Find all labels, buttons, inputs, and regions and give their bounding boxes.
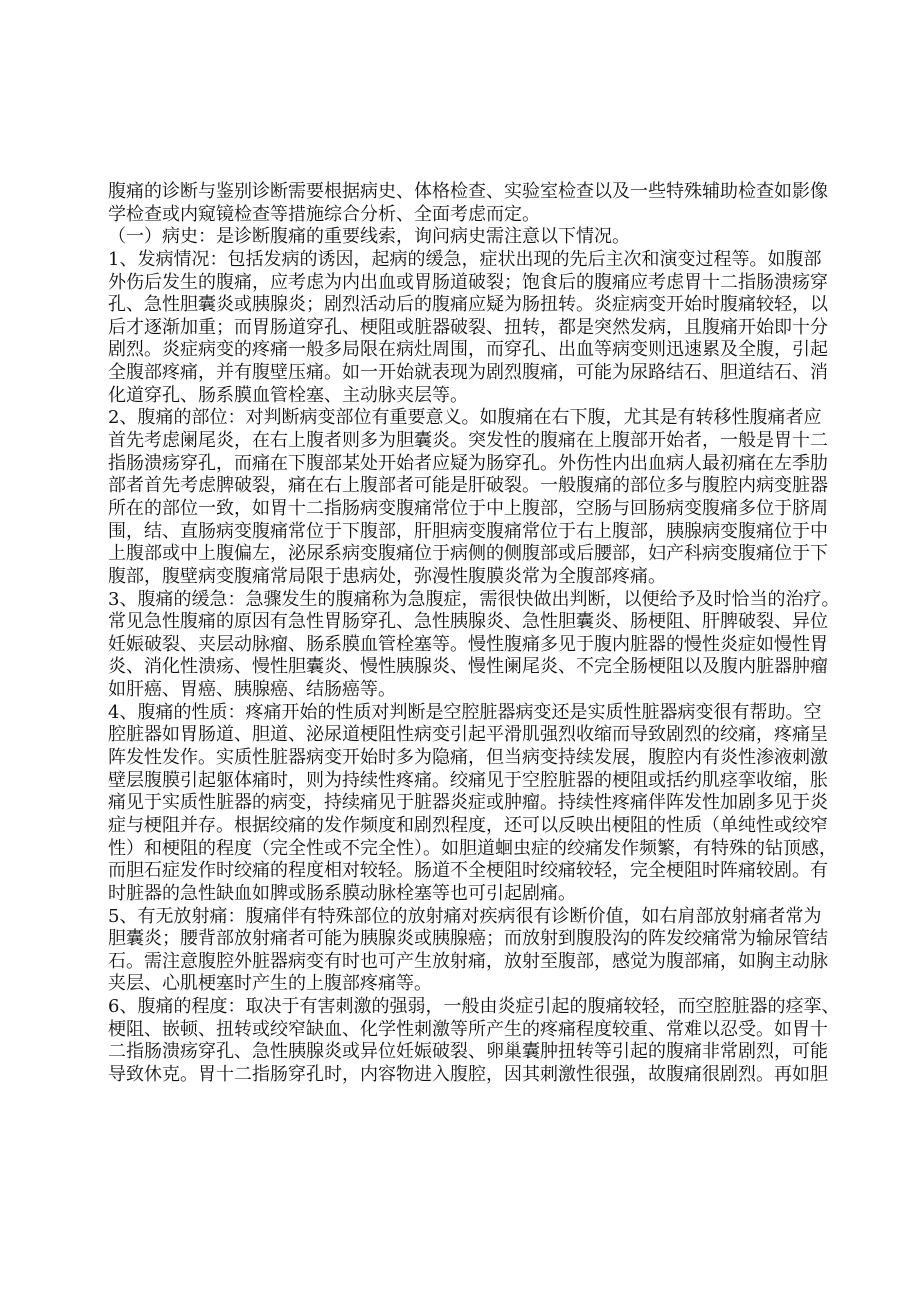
text-line: 上腹部或中上腹偏左，泌尿系病变腹痛位于病侧的侧腹部或后腰部，妇产科病变腹痛位于下 — [108, 543, 828, 565]
text-line: （一）病史：是诊断腹痛的重要线索，询问病史需注意以下情况。 — [108, 226, 630, 248]
text-line: 而胆石症发作时绞痛的程度相对较轻。肠道不全梗阻时绞痛较轻，完全梗阻时阵痛较剧。有 — [108, 860, 828, 882]
text-line: 学检查或内窥镜检查等措施综合分析、全面考虑而定。 — [108, 203, 540, 225]
text-line: 常见急性腹痛的原因有急性胃肠穿孔、急性胰腺炎、急性胆囊炎、肠梗阻、肝脾破裂、异位 — [108, 611, 828, 633]
text-line: 石。需注意腹腔外脏器病变有时也可产生放射痛，放射至腹部，感觉为腹部痛，如胸主动脉 — [108, 950, 828, 972]
paragraph — [108, 701, 837, 906]
text-line: 阵发性发作。实质性脏器病变开始时多为隐痛，但当病变持续发展，腹腔内有炎性渗液刺激 — [108, 747, 828, 769]
text-line: 剧烈。炎症病变的疼痛一般多局限在病灶周围，而穿孔、出血等病变则迅速累及全腹，引起 — [108, 339, 828, 361]
text-line: 导致休克。胃十二指肠穿孔时，内容物进入腹腔，因其刺激性很强，故腹痛很剧烈。再如胆 — [108, 1063, 828, 1085]
text-line: 夹层、心肌梗塞时产生的上腹部疼痛等。 — [108, 973, 432, 995]
paragraph — [108, 905, 828, 997]
text-line: 全腹部疼痛，并有腹壁压痛。如一开始就表现为剧烈腹痛，可能为尿路结石、胆道结石、消 — [108, 362, 828, 384]
text-line: 腔脏器如胃肠道、胆道、泌尿道梗阻性病变引起平滑肌强烈收缩而导致剧烈的绞痛，疼痛呈 — [108, 724, 828, 746]
text-line: 围，结、直肠病变腹痛常位于下腹部，肝胆病变腹痛常位于右上腹部，胰腺病变腹痛位于中 — [108, 520, 828, 542]
paragraph — [108, 181, 828, 226]
paragraph — [108, 226, 796, 249]
text-line: 腹痛的诊断与鉴别诊断需要根据病史、体格检查、实验室检查以及一些特殊辅助检查如影像 — [108, 181, 828, 202]
text-line: 4、腹痛的性质：疼痛开始的性质对判断是空腔脏器病变还是实质性脏器病变很有帮助。空 — [108, 701, 822, 723]
text-line: 首先考虑阑尾炎，在右上腹者则多为胆囊炎。突发性的腹痛在上腹部开始者，一般是胃十二 — [108, 430, 828, 452]
paragraph — [108, 588, 840, 702]
text-line: 外伤后发生的腹痛，应考虑为内出血或胃肠道破裂；饱食后的腹痛应考虑胃十二指肠溃疡穿 — [108, 271, 828, 293]
text-line: 化道穿孔、肠系膜血管栓塞、主动脉夹层等。 — [108, 384, 468, 406]
text-line: 1、发病情况：包括发病的诱因，起病的缓急，症状出现的先后主次和演变过程等。如腹部 — [108, 248, 822, 270]
text-line: 部者首先考虑脾破裂，痛在右上腹部者可能是肝破裂。一般腹痛的部位多与腹腔内病变脏器 — [108, 475, 828, 497]
text-line: 壁层腹膜引起躯体痛时，则为持续性疼痛。绞痛见于空腔脏器的梗阻或括约肌痉挛收缩，胀 — [108, 769, 828, 791]
text-line: 梗阻、嵌顿、扭转或绞窄缺血、化学性刺激等所产生的疼痛程度较重、常难以忍受。如胃十 — [108, 1018, 828, 1040]
paragraph — [108, 248, 828, 407]
text-line: 妊娠破裂、夹层动脉瘤、肠系膜血管栓塞等。慢性腹痛多见于腹内脏器的慢性炎症如慢性胃 — [108, 633, 828, 655]
text-line: 二指肠溃疡穿孔、急性胰腺炎或异位妊娠破裂、卵巢囊肿扭转等引起的腹痛非常剧烈，可能 — [108, 1041, 828, 1063]
text-line: 3、腹痛的缓急：急骤发生的腹痛称为急腹症，需很快做出判断，以便给予及时恰当的治疗。 — [108, 588, 840, 610]
text-line: 如肝癌、胃癌、胰腺癌、结肠癌等。 — [108, 679, 396, 701]
text-line: 症与梗阻并存。根据绞痛的发作频度和剧烈程度，还可以反映出梗阻的性质（单纯性或绞窄 — [108, 814, 828, 836]
text-line: 时脏器的急性缺血如脾或肠系膜动脉栓塞等也可引起剧痛。 — [108, 882, 576, 904]
paragraph — [108, 996, 840, 1087]
text-line: 6、腹痛的程度：取决于有害刺激的强弱，一般由炎症引起的腹痛较轻，而空腔脏器的痉挛、 — [108, 996, 840, 1018]
text-line: 痛见于实质性脏器的病变，持续痛见于脏器炎症或肿瘤。持续性疼痛伴阵发性加剧多见于炎 — [108, 792, 828, 814]
text-line: 腹部，腹壁病变腹痛常局限于患病处，弥漫性腹膜炎常为全腹部疼痛。 — [108, 565, 666, 587]
text-line: 性）和梗阻的程度（完全性或不完全性）。如胆道蛔虫症的绞痛发作频繁，有特殊的钻顶感， — [108, 837, 837, 859]
paragraph — [108, 407, 828, 588]
text-line: 胆囊炎；腰背部放射痛者可能为胰腺炎或胰腺癌；而放射到腹股沟的阵发绞痛常为输尿管结 — [108, 928, 828, 950]
text-line: 所在的部位一致，如胃十二指肠病变腹痛常位于中上腹部，空肠与回肠病变腹痛多位于脐周 — [108, 497, 828, 519]
text-line: 后才逐渐加重；而胃肠道穿孔、梗阻或脏器破裂、扭转，都是突然发病，且腹痛开始即十分 — [108, 316, 828, 338]
document-body — [108, 181, 840, 1087]
text-line: 指肠溃疡穿孔，而痛在下腹部某处开始者应疑为肠穿孔。外伤性内出血病人最初痛在左季肋 — [108, 452, 828, 474]
text-line: 2、腹痛的部位：对判断病变部位有重要意义。如腹痛在右下腹，尤其是有转移性腹痛者应 — [108, 407, 822, 429]
text-line: 炎、消化性溃疡、慢性胆囊炎、慢性胰腺炎、慢性阑尾炎、不完全肠梗阻以及腹内脏器肿瘤 — [108, 656, 828, 678]
text-line: 5、有无放射痛：腹痛伴有特殊部位的放射痛对疾病很有诊断价值，如右肩部放射痛者常为 — [108, 905, 822, 927]
text-line: 孔、急性胆囊炎或胰腺炎；剧烈活动后的腹痛应疑为肠扭转。炎症病变开始时腹痛较轻，以 — [108, 294, 828, 316]
